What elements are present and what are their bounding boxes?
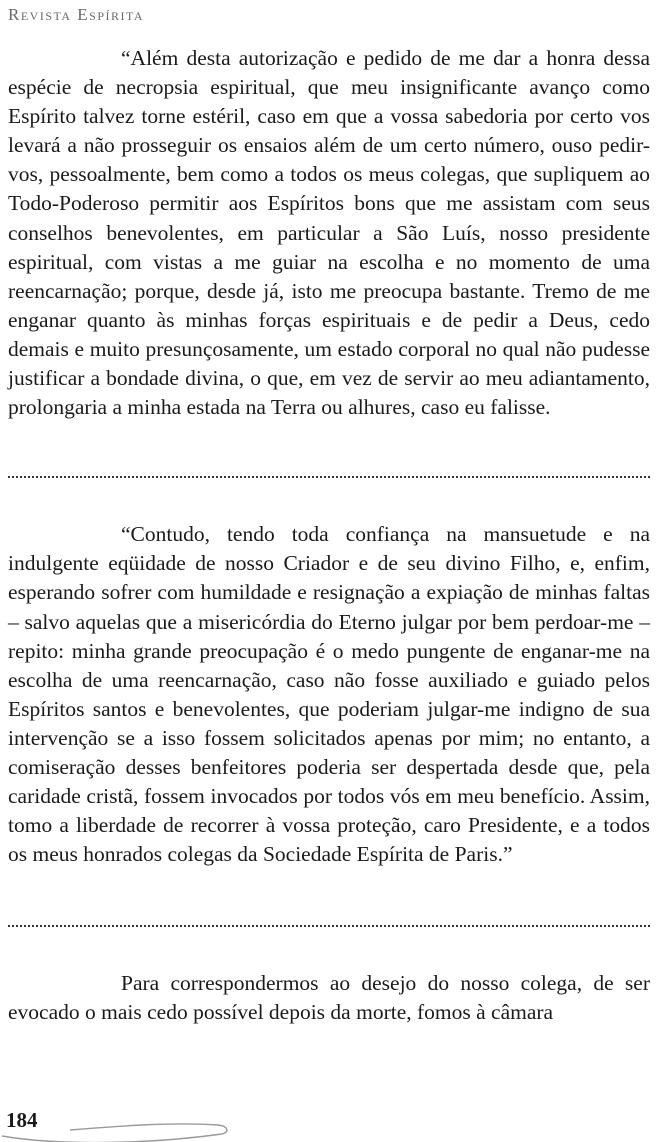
running-header: Revista Espírita bbox=[8, 5, 145, 24]
paragraph-letter-part-1: “Além desta autorização e pedido de me dar a honra dessa espécie de necropsia espiritual, que meu insignificante avanço como Espírito talvez torne estéril, caso em que a vossa sabedoria por certo vos levará a não prosseguir os ensaios além de um certo número, ouso pedir-vos, pessoalmente, bem como a todos os meus colegas, que supliquem ao Todo-Poderoso permitir aos Espíritos bons que me assistam com seus conselhos benevolentes, em particular a São Luís, nosso presidente espiritual, com vistas a me guiar na escolha e no momento de uma reencarnação; porque, desde já, isto me preocupa bastante. Tremo de me enganar quanto às minhas forças espirituais e de pedir a Deus, cedo demais e muito presunçosamente, um estado corporal no qual não pudesse justificar a bondade divina, o que, em vez de servir ao meu adiantamento, prolongaria a minha estada na Terra ou alhures, caso eu falisse. bbox=[8, 46, 650, 420]
paragraph-letter-part-2: “Contudo, tendo toda confiança na mansuetude e na indulgente eqüidade de nosso Criador e de seu divino Filho, e, enfim, esperando sofrer com humildade e resignação a expiação de minhas faltas – salvo aquelas que a misericórdia do Eterno julgar por bem perdoar-me – repito: minha grande preocupação é o medo pungente de enganar-me na escolha de uma reencarnação, caso não fosse auxiliado e guiado pelos Espíritos santos e benevolentes, que poderiam julgar-me indigno de sua intervenção se a isso fossem solicitados apenas por mim; no entanto, a comiseração desses benfeitores poderia ser despertada desde que, pela caridade cristã, fossem invocados por todos vós em meu benefício. Assim, tomo a liberdade de recorrer à vossa proteção, caro Presidente, e a todos os meus honrados colegas da Sociedade Espírita de Paris.” bbox=[8, 522, 650, 867]
ellipsis-separator-1 bbox=[8, 476, 650, 480]
paragraph-narration: Para correspondermos ao desejo do nosso colega, de ser evocado o mais cedo possível depois da morte, fomos à câmara bbox=[8, 971, 650, 1025]
page-number: 184 bbox=[6, 1108, 38, 1132]
page-body bbox=[8, 44, 650, 1028]
ellipsis-separator-2 bbox=[8, 925, 650, 929]
